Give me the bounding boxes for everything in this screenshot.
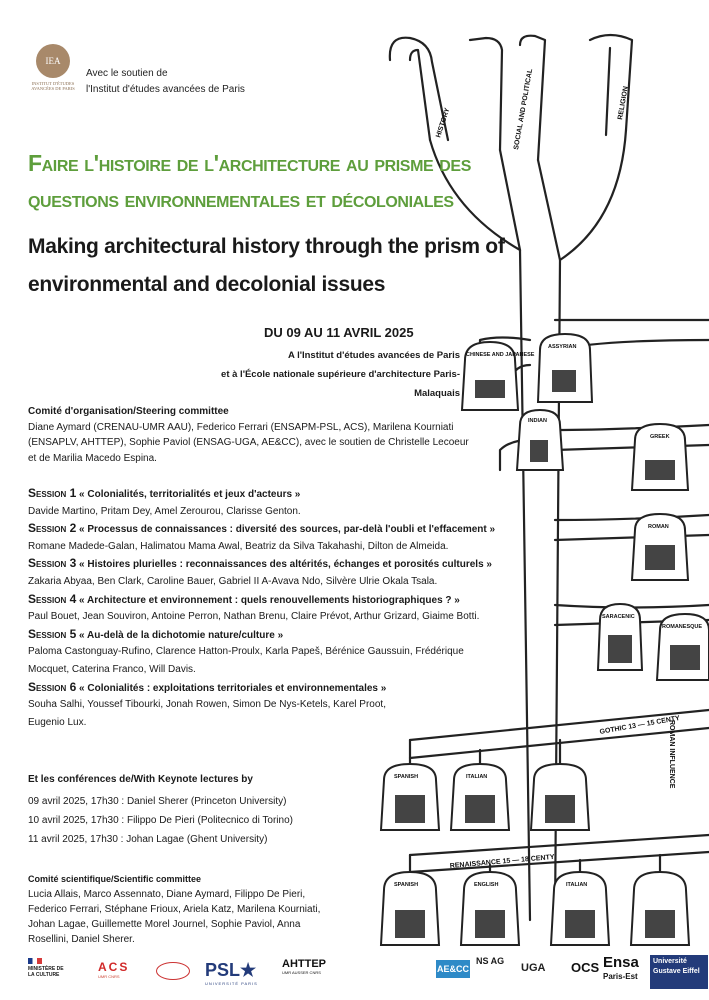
scientific-committee [28, 872, 358, 947]
ensag-logo: NS AG [476, 956, 505, 966]
session-5-speakers-1: Paloma Castonguay-Rufino, Clarence Hatton-Proulx, Karla Papeš, Bérénice Gaussuin, Frédérique [28, 646, 464, 658]
session-2-label: Session 2 [28, 521, 77, 536]
iea-logo [28, 44, 78, 91]
session-6-theme: « Colonialités : exploitations territoriales et environnementales » [76, 682, 387, 694]
ocs-logo: OCS [571, 960, 600, 975]
session-5-theme: « Au-delà de la dichotomie nature/culture » [76, 629, 284, 641]
session-1-speakers: Davide Martino, Pritam Dey, Amel Zerourou, Clarisse Genton. [28, 505, 301, 517]
psl-text: PSL [205, 960, 241, 980]
psl-subtitle: UNIVERSITÉ PARIS [205, 981, 258, 986]
french-flag-icon [28, 958, 42, 964]
session-1-title [28, 486, 558, 504]
ensa-paris-est-logo [603, 956, 639, 984]
title-english-line-2: environmental and decolonial issues [28, 273, 386, 296]
support-line-2: l'Institut d'études avancées de Paris [86, 84, 245, 95]
scientific-line-4: Rosellini, Daniel Sherer. [28, 934, 135, 945]
tree-label-renaissance: RENAISSANCE 15 — 18 CENTY [449, 853, 555, 870]
title-english [28, 228, 548, 304]
session-5-title [28, 627, 558, 645]
tree-label-religion: RELIGION [617, 85, 630, 121]
session-1-label: Session 1 [28, 486, 77, 500]
scientific-line-2: Federico Ferrari, Stéphane Frioux, Ariela Katz, Marilena Kourniati, [28, 904, 321, 915]
psl-logo: PSL★ UNIVERSITÉ PARIS [205, 960, 258, 986]
acs-logo [98, 960, 129, 979]
tree-label-gothic: GOTHIC 13 — 15 CENTY [599, 714, 681, 736]
session-5-speakers-2: Mocquet, Caterina Franco, Will Davis. [28, 663, 196, 675]
organizing-committee-label: Comité d'organisation/Steering committee [28, 406, 229, 417]
aecc-logo: AE&CC [436, 960, 470, 978]
tree-label-history: HISTORY [435, 107, 452, 139]
uga-logo: UGA [521, 962, 546, 974]
keynote-item-1: 09 avril 2025, 17h30 : Daniel Sherer (Princeton University) [28, 795, 287, 807]
acs-text: ACS [98, 960, 130, 974]
session-3-speakers: Zakaria Abyaa, Ben Clark, Caroline Bauer, Gabriel II A-Avava Ndo, Silvère Ulrie Okala Tsala. [28, 575, 438, 587]
session-4-theme: « Architecture et environnement : quels renouvellements historiographiques ? » [76, 594, 460, 606]
bell-label-greek: GREEK [650, 434, 670, 440]
session-4-label: Session 4 [28, 591, 77, 606]
ahttep-logo [282, 958, 326, 975]
ministere-culture-text: MINISTÈRE DE LA CULTURE [28, 966, 64, 978]
session-3-theme: « Histoires plurielles : reconnaissances des altérités, échanges et porosités culturels » [76, 559, 492, 571]
bell-label-assyrian: ASSYRIAN [548, 344, 577, 350]
session-5-label: Session 5 [28, 626, 77, 641]
support-line-1: Avec le soutien de [86, 68, 168, 79]
session-3-title [28, 556, 558, 574]
bell-label-spanish-2: SPANISH [394, 882, 419, 888]
iea-logo-subtitle: INSTITUT D'ÉTUDES AVANCÉES DE PARIS [31, 81, 75, 91]
bell-label-chinese: CHINESE AND JAPANESE [466, 352, 535, 358]
bell-label-italian-2: ITALIAN [566, 882, 588, 888]
venue-line-2: et à l'École nationale supérieure d'architecture Paris-Malaquais [221, 369, 460, 399]
venue-line-1: A l'Institut d'études avancées de Paris [287, 350, 460, 361]
bell-label-roman: ROMAN [648, 524, 669, 530]
session-1-theme: « Colonialités, territorialités et jeux d'acteurs » [76, 489, 301, 500]
partner-logos [0, 952, 709, 1000]
keynote-item-2: 10 avril 2025, 17h30 : Filippo De Pieri (Politecnico di Torino) [28, 814, 293, 826]
organizing-committee [28, 404, 498, 466]
tree-label-roman-influence: ROMAN INFLUENCE [668, 720, 675, 789]
session-2-theme: « Processus de connaissances : diversité des sources, par-delà l'oubli et l'effacement » [76, 524, 496, 536]
iea-logo-mark: IEA [36, 44, 70, 78]
bell-label-spanish-1: SPANISH [394, 774, 419, 780]
session-3-label: Session 3 [28, 556, 77, 571]
bell-label-english: ENGLISH [474, 882, 499, 888]
universite-gustave-eiffel-logo: Université Gustave Eiffel [650, 955, 708, 989]
scientific-line-1: Lucia Allais, Marco Assennato, Diane Aymard, Filippo De Pieri, [28, 889, 306, 900]
session-2-title [28, 521, 558, 539]
title-english-line-1: Making architectural history through the prism of [28, 235, 505, 258]
organizing-line-3: et de Marilia Macedo Espina. [28, 452, 157, 464]
ensa-malaquais-logo [156, 962, 190, 980]
session-6-speakers-2: Eugenio Lux. [28, 716, 87, 728]
title-french-line-2: questions environnementales et décoloniales [28, 186, 454, 212]
scientific-committee-label: Comité scientifique/Scientific committee [28, 874, 202, 884]
ensa-text: Ensa [603, 954, 639, 971]
keynote-lectures [28, 772, 368, 849]
session-4-speakers: Paul Bouet, Jean Souviron, Antoine Perron, Nathan Brenu, Claire Prévot, Arthur Grizard, Giaime Botti. [28, 611, 480, 623]
session-6-label: Session 6 [28, 679, 77, 694]
bell-label-romanesque: ROMANESQUE [662, 624, 703, 630]
session-6-speakers-1: Souha Salhi, Youssef Tibourki, Jonah Rowen, Simon De Nys-Ketels, Karel Proot, [28, 699, 386, 711]
bell-label-indian: INDIAN [528, 418, 547, 424]
event-dates: DU 09 AU 11 AVRIL 2025 [264, 325, 414, 340]
ahttep-subtitle: UMR AUSSER CNRS [282, 970, 321, 975]
keynote-item-3: 11 avril 2025, 17h30 : Johan Lagae (Ghent University) [28, 833, 268, 845]
session-4-title [28, 592, 558, 610]
organizing-line-1: Diane Aymard (CRENAU-UMR AAU), Federico Ferrari (ENSAPM-PSL, ACS), Marilena Kourniati [28, 421, 454, 433]
ministere-culture-logo [28, 958, 68, 978]
title-french-line-1: Faire l'histoire de l'architecture au prisme des [28, 150, 471, 176]
tree-label-social: SOCIAL AND POLITICAL [513, 68, 535, 151]
ahttep-text: AHTTEP [282, 958, 326, 970]
event-venue [180, 346, 460, 403]
keynote-label: Et les conférences de/With Keynote lectures by [28, 774, 253, 785]
sessions-list [28, 486, 558, 732]
organizing-line-2: (ENSAPLV, AHTTEP), Sophie Paviol (ENSAG-UGA, AE&CC), avec le soutien de Christelle Lecoeur [28, 437, 469, 448]
bell-label-italian-1: ITALIAN [466, 774, 488, 780]
paris-est-text: Paris-Est [603, 972, 638, 981]
scientific-line-3: Johan Lagae, Guillemette Morel Journel, Sophie Paviol, Anna [28, 919, 301, 930]
acs-subtitle: UMR CNRS [98, 974, 120, 979]
session-6-title [28, 680, 558, 698]
session-2-speakers: Romane Madede-Galan, Halimatou Mama Awal, Beatriz da Silva Takahashi, Dilton de Almeida. [28, 540, 449, 552]
bell-label-saracenic: SARACENIC [602, 614, 635, 620]
title-french [28, 145, 638, 217]
support-text [86, 66, 245, 98]
